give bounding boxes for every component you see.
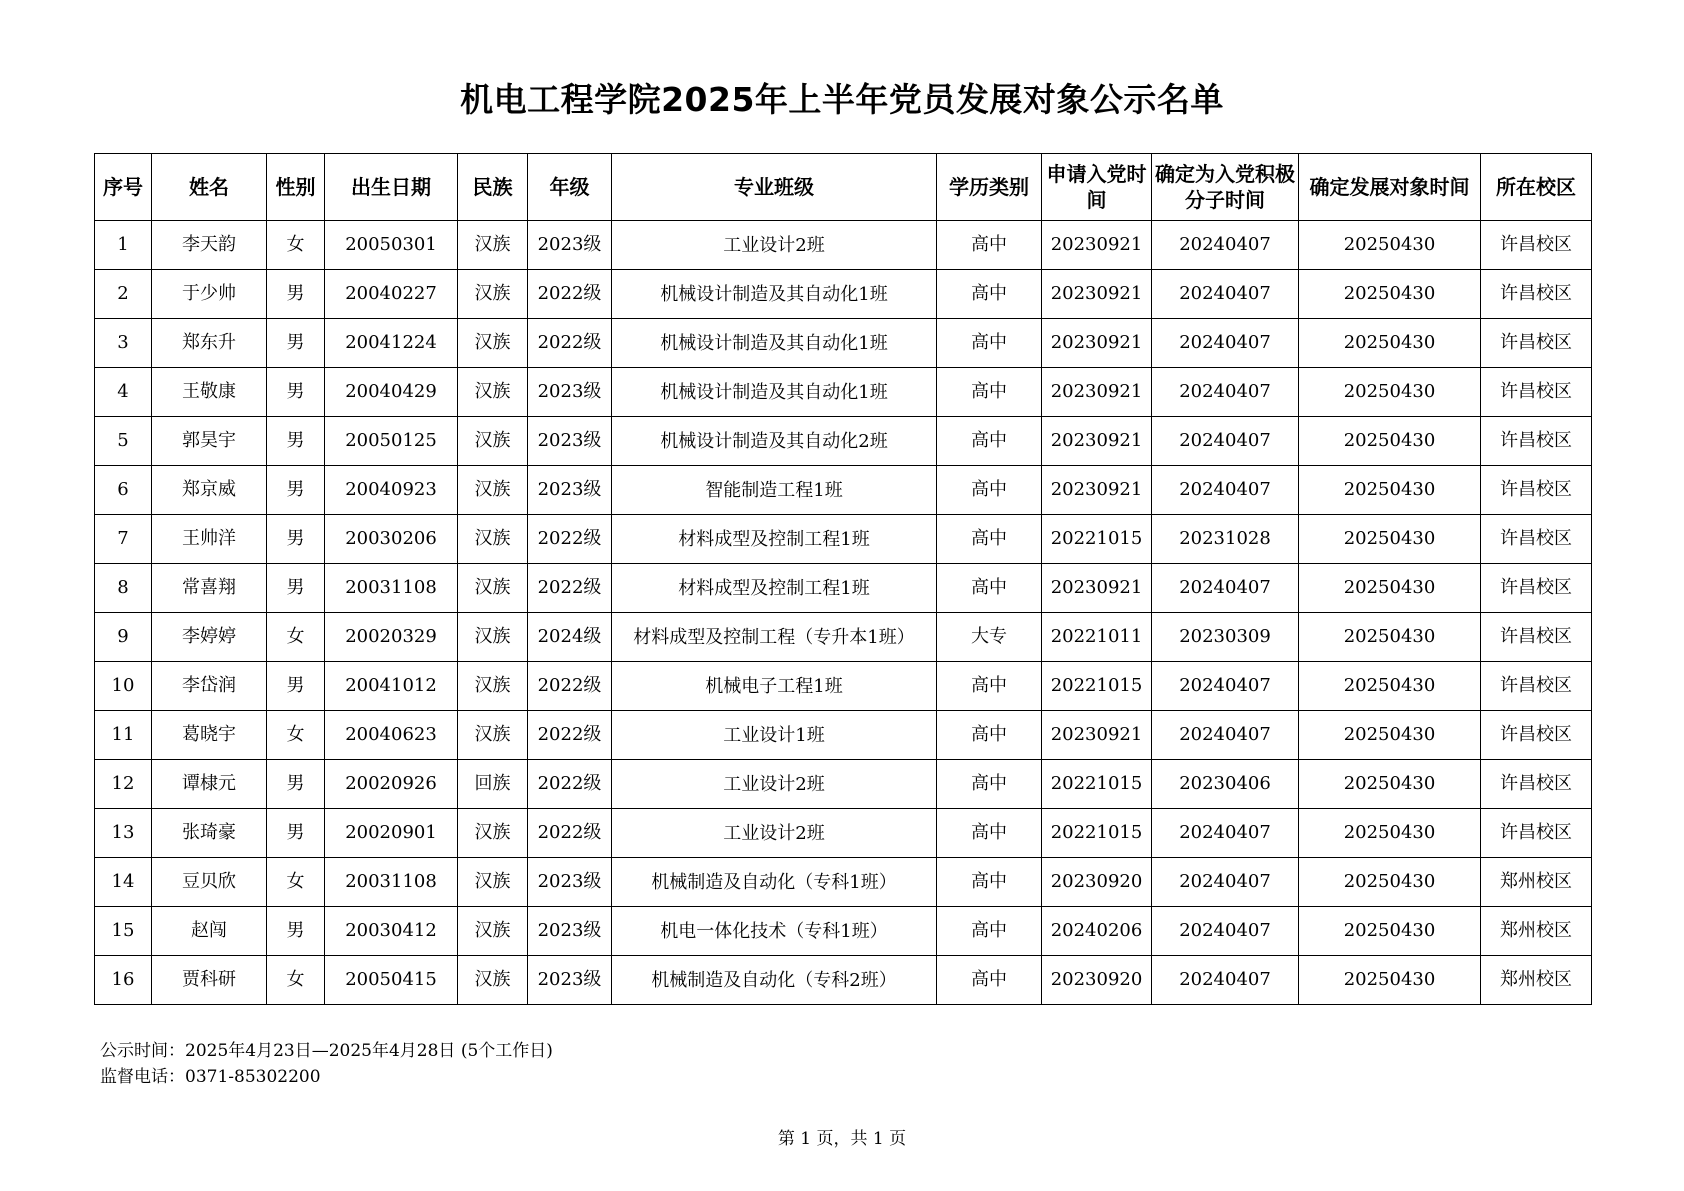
cell-education: 高中 — [937, 368, 1042, 417]
cell-ethnicity: 汉族 — [458, 662, 528, 711]
cell-seq: 11 — [95, 711, 152, 760]
cell-campus: 郑州校区 — [1481, 956, 1592, 1005]
header-application-date: 申请入党时间 — [1042, 154, 1152, 221]
header-seq: 序号 — [95, 154, 152, 221]
cell-campus: 许昌校区 — [1481, 809, 1592, 858]
table-row — [95, 760, 1592, 809]
cell-grade: 2024级 — [528, 613, 612, 662]
header-ethnicity: 民族 — [458, 154, 528, 221]
cell-major-class: 机电一体化技术（专科1班） — [612, 907, 937, 956]
cell-candidate-date: 20250430 — [1299, 319, 1481, 368]
cell-activist-date: 20240407 — [1152, 319, 1299, 368]
cell-birthdate: 20020926 — [325, 760, 458, 809]
cell-birthdate: 20041224 — [325, 319, 458, 368]
cell-gender: 男 — [267, 809, 325, 858]
cell-education: 高中 — [937, 564, 1042, 613]
cell-application-date: 20221015 — [1042, 760, 1152, 809]
cell-campus: 许昌校区 — [1481, 417, 1592, 466]
cell-candidate-date: 20250430 — [1299, 809, 1481, 858]
cell-birthdate: 20031108 — [325, 858, 458, 907]
table-body — [95, 221, 1592, 1005]
cell-gender: 女 — [267, 221, 325, 270]
table-row — [95, 711, 1592, 760]
cell-grade: 2023级 — [528, 368, 612, 417]
cell-grade: 2023级 — [528, 907, 612, 956]
cell-name: 郭昊宇 — [152, 417, 267, 466]
cell-application-date: 20221015 — [1042, 662, 1152, 711]
cell-application-date: 20230921 — [1042, 221, 1152, 270]
cell-name: 郑东升 — [152, 319, 267, 368]
cell-grade: 2023级 — [528, 221, 612, 270]
cell-seq: 7 — [95, 515, 152, 564]
cell-major-class: 工业设计1班 — [612, 711, 937, 760]
cell-birthdate: 20050415 — [325, 956, 458, 1005]
table-row — [95, 662, 1592, 711]
cell-gender: 男 — [267, 564, 325, 613]
cell-candidate-date: 20250430 — [1299, 368, 1481, 417]
cell-ethnicity: 汉族 — [458, 956, 528, 1005]
cell-gender: 男 — [267, 270, 325, 319]
cell-application-date: 20230921 — [1042, 270, 1152, 319]
cell-gender: 女 — [267, 613, 325, 662]
cell-activist-date: 20240407 — [1152, 368, 1299, 417]
cell-candidate-date: 20250430 — [1299, 270, 1481, 319]
cell-education: 高中 — [937, 711, 1042, 760]
cell-gender: 女 — [267, 711, 325, 760]
cell-campus: 许昌校区 — [1481, 515, 1592, 564]
header-gender: 性别 — [267, 154, 325, 221]
cell-birthdate: 20050301 — [325, 221, 458, 270]
cell-name: 赵闯 — [152, 907, 267, 956]
cell-candidate-date: 20250430 — [1299, 662, 1481, 711]
cell-ethnicity: 汉族 — [458, 515, 528, 564]
cell-seq: 3 — [95, 319, 152, 368]
table-row — [95, 809, 1592, 858]
cell-application-date: 20230921 — [1042, 466, 1152, 515]
cell-application-date: 20221015 — [1042, 809, 1152, 858]
notice-period: 公示时间：2025年4月23日—2025年4月28日 (5个工作日) — [100, 1041, 553, 1061]
header-campus: 所在校区 — [1481, 154, 1592, 221]
cell-major-class: 机械设计制造及其自动化1班 — [612, 368, 937, 417]
cell-ethnicity: 汉族 — [458, 711, 528, 760]
cell-campus: 许昌校区 — [1481, 760, 1592, 809]
cell-candidate-date: 20250430 — [1299, 417, 1481, 466]
cell-application-date: 20230921 — [1042, 417, 1152, 466]
cell-ethnicity: 汉族 — [458, 270, 528, 319]
cell-campus: 许昌校区 — [1481, 466, 1592, 515]
table-row — [95, 270, 1592, 319]
cell-grade: 2023级 — [528, 956, 612, 1005]
cell-birthdate: 20020901 — [325, 809, 458, 858]
cell-education: 高中 — [937, 809, 1042, 858]
cell-major-class: 机械设计制造及其自动化1班 — [612, 319, 937, 368]
cell-birthdate: 20041012 — [325, 662, 458, 711]
cell-grade: 2022级 — [528, 809, 612, 858]
cell-seq: 12 — [95, 760, 152, 809]
table-row — [95, 417, 1592, 466]
cell-major-class: 工业设计2班 — [612, 221, 937, 270]
cell-birthdate: 20031108 — [325, 564, 458, 613]
header-major-class: 专业班级 — [612, 154, 937, 221]
cell-seq: 13 — [95, 809, 152, 858]
cell-ethnicity: 汉族 — [458, 319, 528, 368]
cell-ethnicity: 汉族 — [458, 368, 528, 417]
cell-major-class: 智能制造工程1班 — [612, 466, 937, 515]
cell-ethnicity: 汉族 — [458, 858, 528, 907]
cell-grade: 2022级 — [528, 270, 612, 319]
table-row — [95, 368, 1592, 417]
header-education: 学历类别 — [937, 154, 1042, 221]
cell-application-date: 20221015 — [1042, 515, 1152, 564]
cell-activist-date: 20240407 — [1152, 907, 1299, 956]
cell-campus: 许昌校区 — [1481, 564, 1592, 613]
cell-name: 李天韵 — [152, 221, 267, 270]
cell-activist-date: 20240407 — [1152, 417, 1299, 466]
cell-birthdate: 20020329 — [325, 613, 458, 662]
cell-grade: 2023级 — [528, 466, 612, 515]
roster-table — [94, 153, 1592, 1005]
cell-candidate-date: 20250430 — [1299, 907, 1481, 956]
cell-application-date: 20230921 — [1042, 368, 1152, 417]
cell-candidate-date: 20250430 — [1299, 221, 1481, 270]
cell-activist-date: 20240407 — [1152, 809, 1299, 858]
cell-activist-date: 20230406 — [1152, 760, 1299, 809]
cell-campus: 许昌校区 — [1481, 270, 1592, 319]
cell-name: 于少帅 — [152, 270, 267, 319]
cell-major-class: 机械制造及自动化（专科1班） — [612, 858, 937, 907]
cell-education: 高中 — [937, 956, 1042, 1005]
cell-candidate-date: 20250430 — [1299, 760, 1481, 809]
cell-education: 高中 — [937, 858, 1042, 907]
cell-major-class: 材料成型及控制工程1班 — [612, 564, 937, 613]
table-row — [95, 613, 1592, 662]
cell-gender: 男 — [267, 417, 325, 466]
supervision-phone: 监督电话：0371-85302200 — [100, 1067, 321, 1087]
cell-campus: 许昌校区 — [1481, 711, 1592, 760]
cell-candidate-date: 20250430 — [1299, 613, 1481, 662]
header-grade: 年级 — [528, 154, 612, 221]
cell-education: 大专 — [937, 613, 1042, 662]
cell-application-date: 20230920 — [1042, 858, 1152, 907]
cell-candidate-date: 20250430 — [1299, 711, 1481, 760]
cell-education: 高中 — [937, 466, 1042, 515]
cell-education: 高中 — [937, 221, 1042, 270]
cell-education: 高中 — [937, 662, 1042, 711]
cell-activist-date: 20240407 — [1152, 956, 1299, 1005]
notice-info — [100, 1038, 553, 1090]
cell-ethnicity: 汉族 — [458, 466, 528, 515]
cell-birthdate: 20030206 — [325, 515, 458, 564]
page-footer: 第 1 页，共 1 页 — [777, 1129, 907, 1149]
cell-grade: 2022级 — [528, 515, 612, 564]
cell-campus: 许昌校区 — [1481, 662, 1592, 711]
cell-ethnicity: 汉族 — [458, 907, 528, 956]
table-row — [95, 907, 1592, 956]
cell-application-date: 20221011 — [1042, 613, 1152, 662]
header-name: 姓名 — [152, 154, 267, 221]
header-candidate-date: 确定发展对象时间 — [1299, 154, 1481, 221]
cell-major-class: 机械制造及自动化（专科2班） — [612, 956, 937, 1005]
cell-seq: 2 — [95, 270, 152, 319]
cell-gender: 男 — [267, 466, 325, 515]
cell-campus: 许昌校区 — [1481, 368, 1592, 417]
cell-major-class: 材料成型及控制工程1班 — [612, 515, 937, 564]
cell-candidate-date: 20250430 — [1299, 564, 1481, 613]
cell-name: 常喜翔 — [152, 564, 267, 613]
cell-name: 王帅洋 — [152, 515, 267, 564]
cell-grade: 2022级 — [528, 662, 612, 711]
cell-activist-date: 20240407 — [1152, 858, 1299, 907]
cell-education: 高中 — [937, 515, 1042, 564]
header-birthdate: 出生日期 — [325, 154, 458, 221]
cell-birthdate: 20040623 — [325, 711, 458, 760]
cell-education: 高中 — [937, 417, 1042, 466]
cell-activist-date: 20240407 — [1152, 564, 1299, 613]
cell-major-class: 机械设计制造及其自动化1班 — [612, 270, 937, 319]
cell-birthdate: 20050125 — [325, 417, 458, 466]
cell-gender: 男 — [267, 760, 325, 809]
cell-ethnicity: 汉族 — [458, 613, 528, 662]
table-row — [95, 221, 1592, 270]
table-row — [95, 858, 1592, 907]
cell-name: 李岱润 — [152, 662, 267, 711]
cell-application-date: 20230921 — [1042, 711, 1152, 760]
cell-candidate-date: 20250430 — [1299, 466, 1481, 515]
cell-education: 高中 — [937, 319, 1042, 368]
cell-name: 李婷婷 — [152, 613, 267, 662]
page-title: 机电工程学院2025年上半年党员发展对象公示名单 — [460, 80, 1224, 119]
cell-campus: 许昌校区 — [1481, 319, 1592, 368]
cell-name: 豆贝欣 — [152, 858, 267, 907]
cell-seq: 5 — [95, 417, 152, 466]
cell-seq: 16 — [95, 956, 152, 1005]
table-row — [95, 319, 1592, 368]
cell-birthdate: 20040923 — [325, 466, 458, 515]
cell-gender: 男 — [267, 319, 325, 368]
cell-education: 高中 — [937, 270, 1042, 319]
cell-gender: 女 — [267, 956, 325, 1005]
cell-major-class: 材料成型及控制工程（专升本1班） — [612, 613, 937, 662]
cell-seq: 15 — [95, 907, 152, 956]
cell-grade: 2022级 — [528, 760, 612, 809]
table-row — [95, 956, 1592, 1005]
cell-name: 葛晓宇 — [152, 711, 267, 760]
cell-application-date: 20230921 — [1042, 319, 1152, 368]
cell-candidate-date: 20250430 — [1299, 515, 1481, 564]
cell-education: 高中 — [937, 907, 1042, 956]
cell-birthdate: 20030412 — [325, 907, 458, 956]
cell-ethnicity: 汉族 — [458, 221, 528, 270]
cell-name: 郑京威 — [152, 466, 267, 515]
cell-seq: 8 — [95, 564, 152, 613]
table-row — [95, 466, 1592, 515]
cell-education: 高中 — [937, 760, 1042, 809]
cell-ethnicity: 汉族 — [458, 417, 528, 466]
cell-ethnicity: 汉族 — [458, 564, 528, 613]
cell-major-class: 机械电子工程1班 — [612, 662, 937, 711]
cell-seq: 6 — [95, 466, 152, 515]
cell-activist-date: 20240407 — [1152, 221, 1299, 270]
cell-grade: 2022级 — [528, 319, 612, 368]
cell-application-date: 20230920 — [1042, 956, 1152, 1005]
cell-birthdate: 20040429 — [325, 368, 458, 417]
cell-major-class: 机械设计制造及其自动化2班 — [612, 417, 937, 466]
cell-ethnicity: 汉族 — [458, 809, 528, 858]
cell-campus: 许昌校区 — [1481, 613, 1592, 662]
cell-activist-date: 20240407 — [1152, 466, 1299, 515]
cell-gender: 男 — [267, 368, 325, 417]
cell-activist-date: 20240407 — [1152, 662, 1299, 711]
cell-grade: 2023级 — [528, 417, 612, 466]
cell-activist-date: 20231028 — [1152, 515, 1299, 564]
cell-major-class: 工业设计2班 — [612, 760, 937, 809]
cell-campus: 郑州校区 — [1481, 907, 1592, 956]
cell-name: 贾科研 — [152, 956, 267, 1005]
cell-activist-date: 20240407 — [1152, 711, 1299, 760]
table-header-row — [95, 154, 1592, 221]
cell-campus: 郑州校区 — [1481, 858, 1592, 907]
table-row — [95, 515, 1592, 564]
cell-seq: 9 — [95, 613, 152, 662]
cell-major-class: 工业设计2班 — [612, 809, 937, 858]
cell-activist-date: 20230309 — [1152, 613, 1299, 662]
cell-candidate-date: 20250430 — [1299, 858, 1481, 907]
cell-gender: 男 — [267, 662, 325, 711]
cell-candidate-date: 20250430 — [1299, 956, 1481, 1005]
cell-name: 张琦豪 — [152, 809, 267, 858]
cell-seq: 4 — [95, 368, 152, 417]
cell-ethnicity: 回族 — [458, 760, 528, 809]
cell-seq: 14 — [95, 858, 152, 907]
table-row — [95, 564, 1592, 613]
cell-gender: 男 — [267, 515, 325, 564]
cell-name: 谭棣元 — [152, 760, 267, 809]
cell-application-date: 20240206 — [1042, 907, 1152, 956]
cell-grade: 2022级 — [528, 564, 612, 613]
cell-grade: 2022级 — [528, 711, 612, 760]
cell-birthdate: 20040227 — [325, 270, 458, 319]
cell-activist-date: 20240407 — [1152, 270, 1299, 319]
cell-campus: 许昌校区 — [1481, 221, 1592, 270]
cell-seq: 10 — [95, 662, 152, 711]
cell-seq: 1 — [95, 221, 152, 270]
cell-name: 王敬康 — [152, 368, 267, 417]
header-activist-date: 确定为入党积极分子时间 — [1152, 154, 1299, 221]
cell-gender: 男 — [267, 907, 325, 956]
cell-application-date: 20230921 — [1042, 564, 1152, 613]
cell-grade: 2023级 — [528, 858, 612, 907]
cell-gender: 女 — [267, 858, 325, 907]
